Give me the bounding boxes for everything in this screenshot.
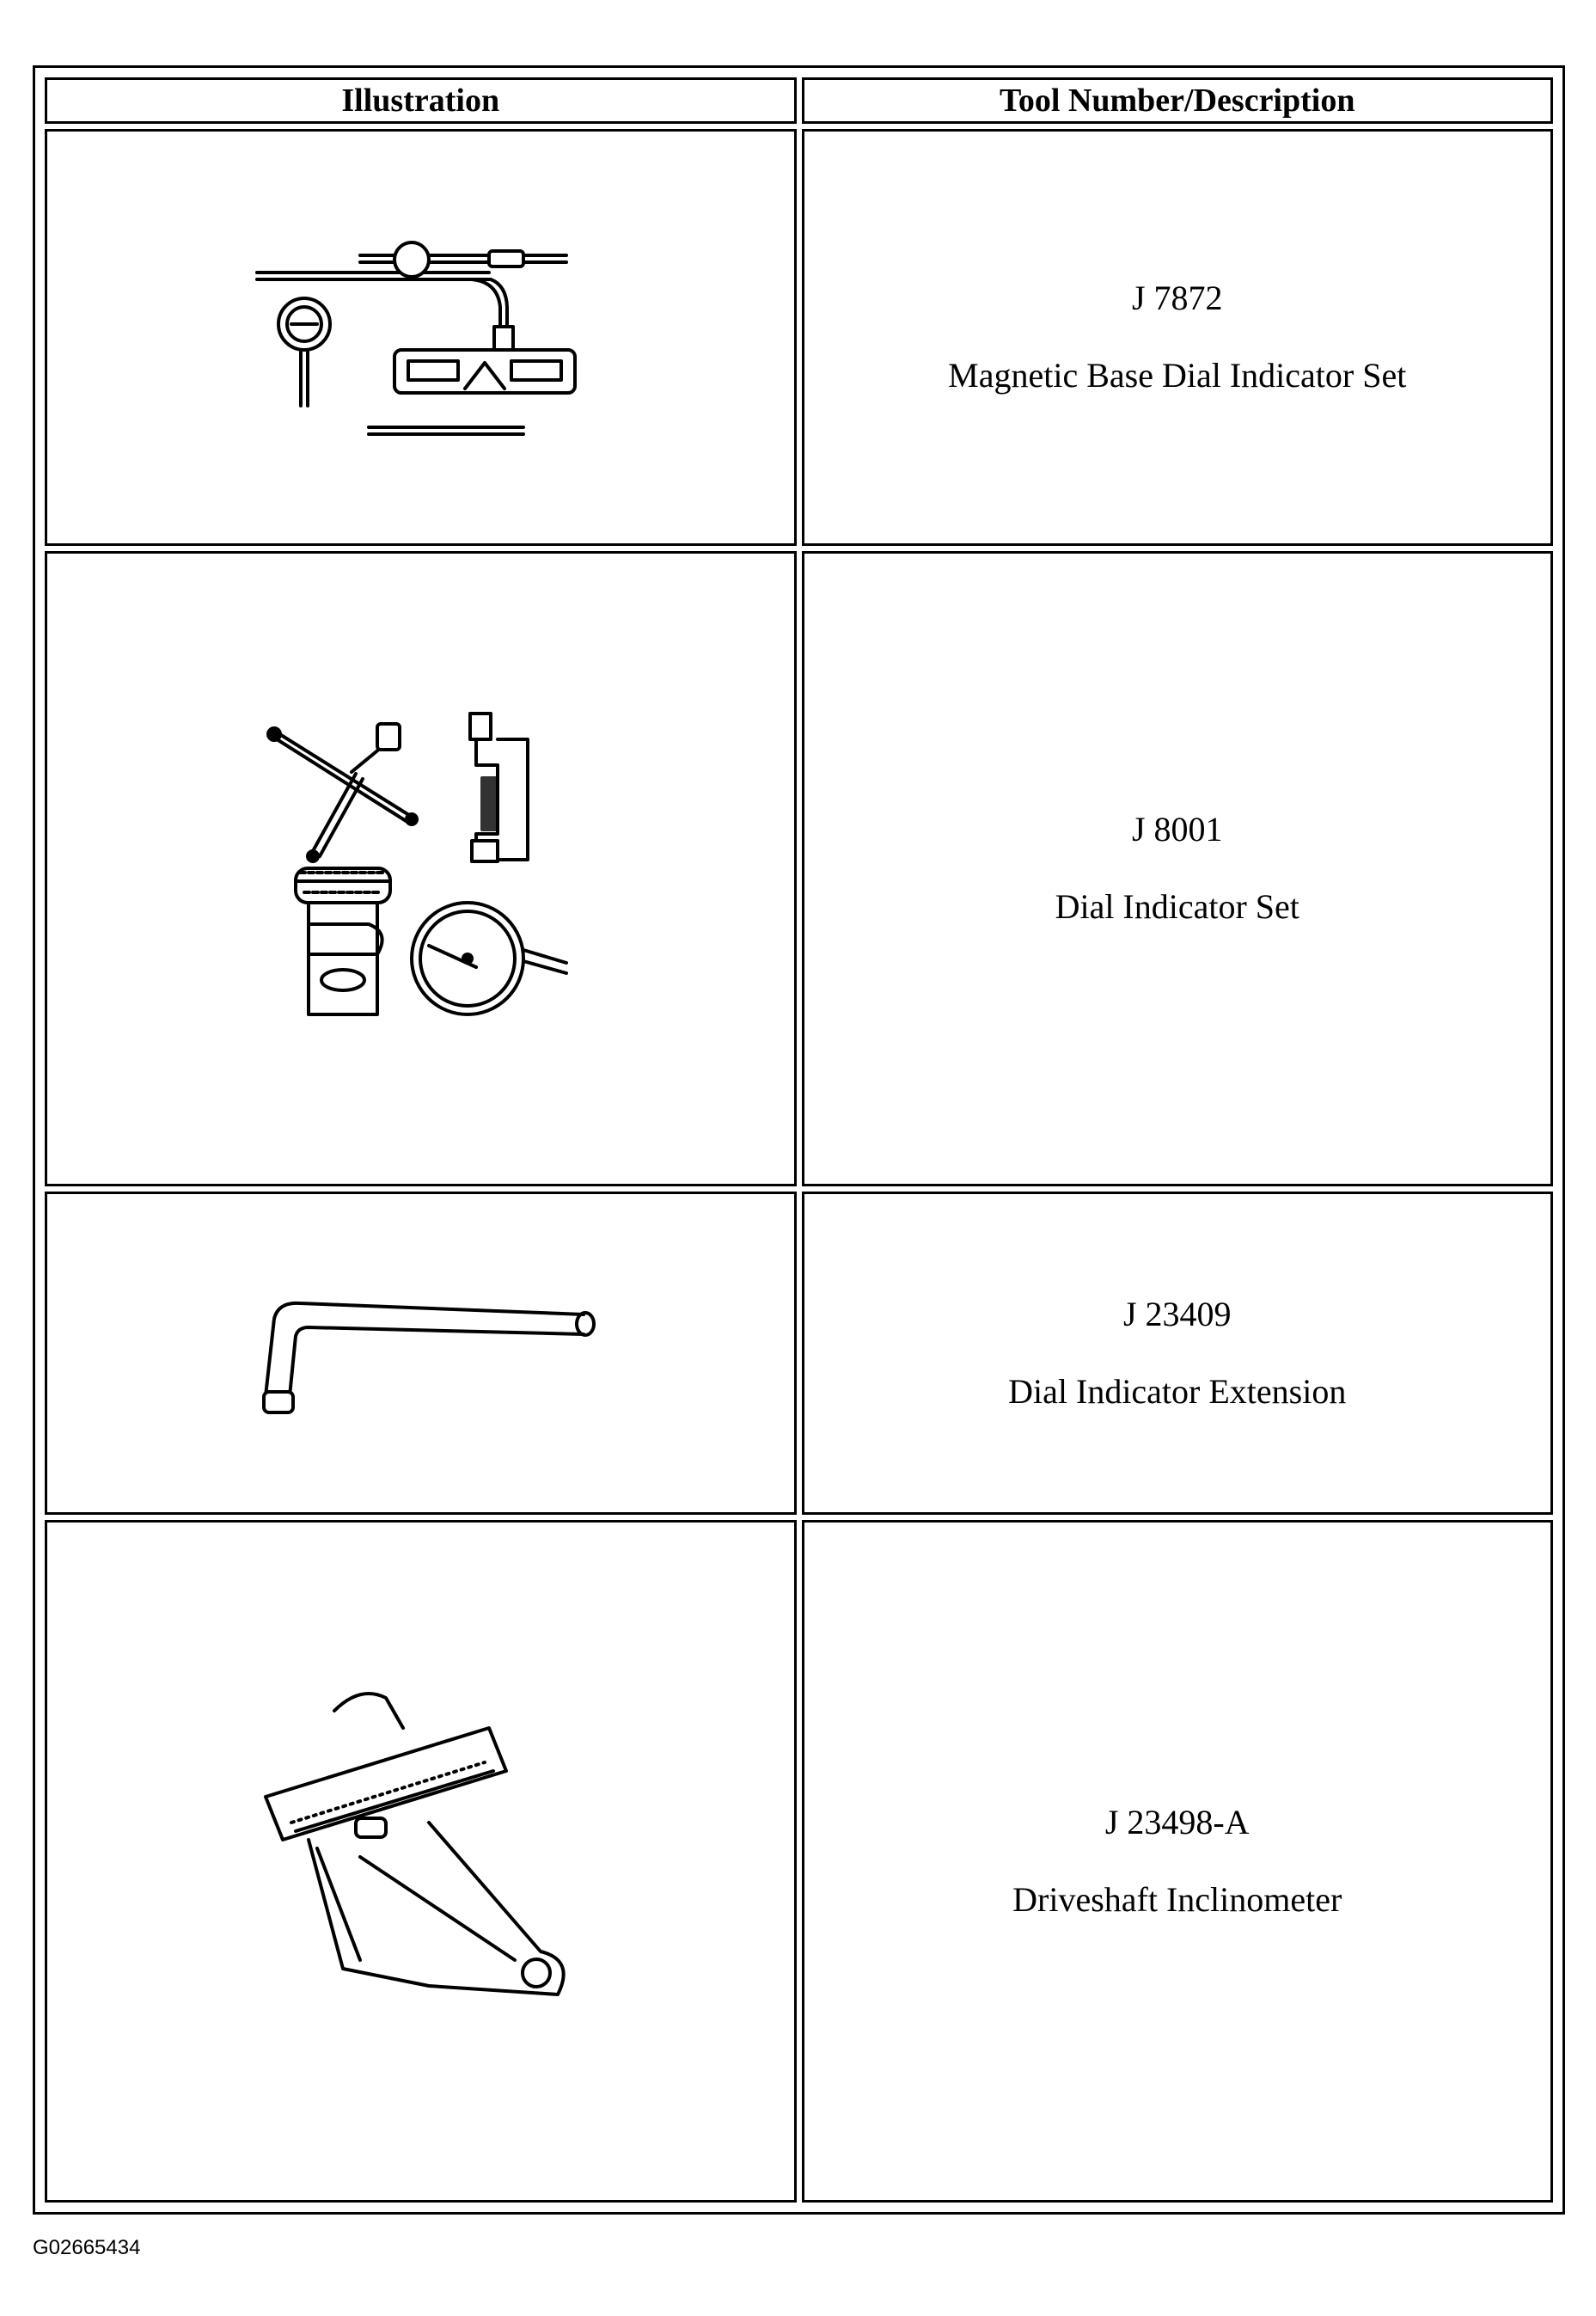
figure-id: G02665434 xyxy=(33,2236,141,2259)
illustration-cell xyxy=(45,129,797,546)
dial-indicator-extension-icon xyxy=(214,1267,627,1439)
tool-number: J 23409 xyxy=(1122,1294,1232,1333)
tool-description: Magnetic Base Dial Indicator Set xyxy=(948,356,1407,395)
illustration-cell xyxy=(45,1192,797,1514)
tool-number: J 7872 xyxy=(1131,279,1223,318)
driveshaft-inclinometer-icon xyxy=(231,1676,609,2046)
table-row xyxy=(45,1192,1553,1514)
tool-number: J 8001 xyxy=(1131,810,1223,849)
tool-description-cell xyxy=(802,1192,1554,1514)
tool-table-frame xyxy=(33,65,1565,2215)
tool-description: Driveshaft Inclinometer xyxy=(1012,1879,1342,1919)
table-row xyxy=(45,551,1553,1187)
tool-description-cell xyxy=(802,129,1554,546)
table-row xyxy=(45,129,1553,546)
magnetic-base-dial-indicator-icon xyxy=(240,225,601,449)
tool-number: J 23498-A xyxy=(1104,1802,1250,1841)
table-header-row xyxy=(45,77,1553,124)
header-tool-number-description: Tool Number/Description xyxy=(802,77,1554,124)
dial-indicator-set-icon xyxy=(240,696,601,1040)
tool-description-cell xyxy=(802,1520,1554,2203)
tool-description: Dial Indicator Set xyxy=(1055,887,1299,927)
tool-description-cell xyxy=(802,551,1554,1187)
table-row xyxy=(45,1520,1553,2203)
header-illustration: Illustration xyxy=(45,77,797,124)
illustration-cell xyxy=(45,1520,797,2203)
illustration-cell xyxy=(45,551,797,1187)
tool-description: Dial Indicator Extension xyxy=(1008,1371,1347,1411)
tool-table xyxy=(40,72,1558,2208)
